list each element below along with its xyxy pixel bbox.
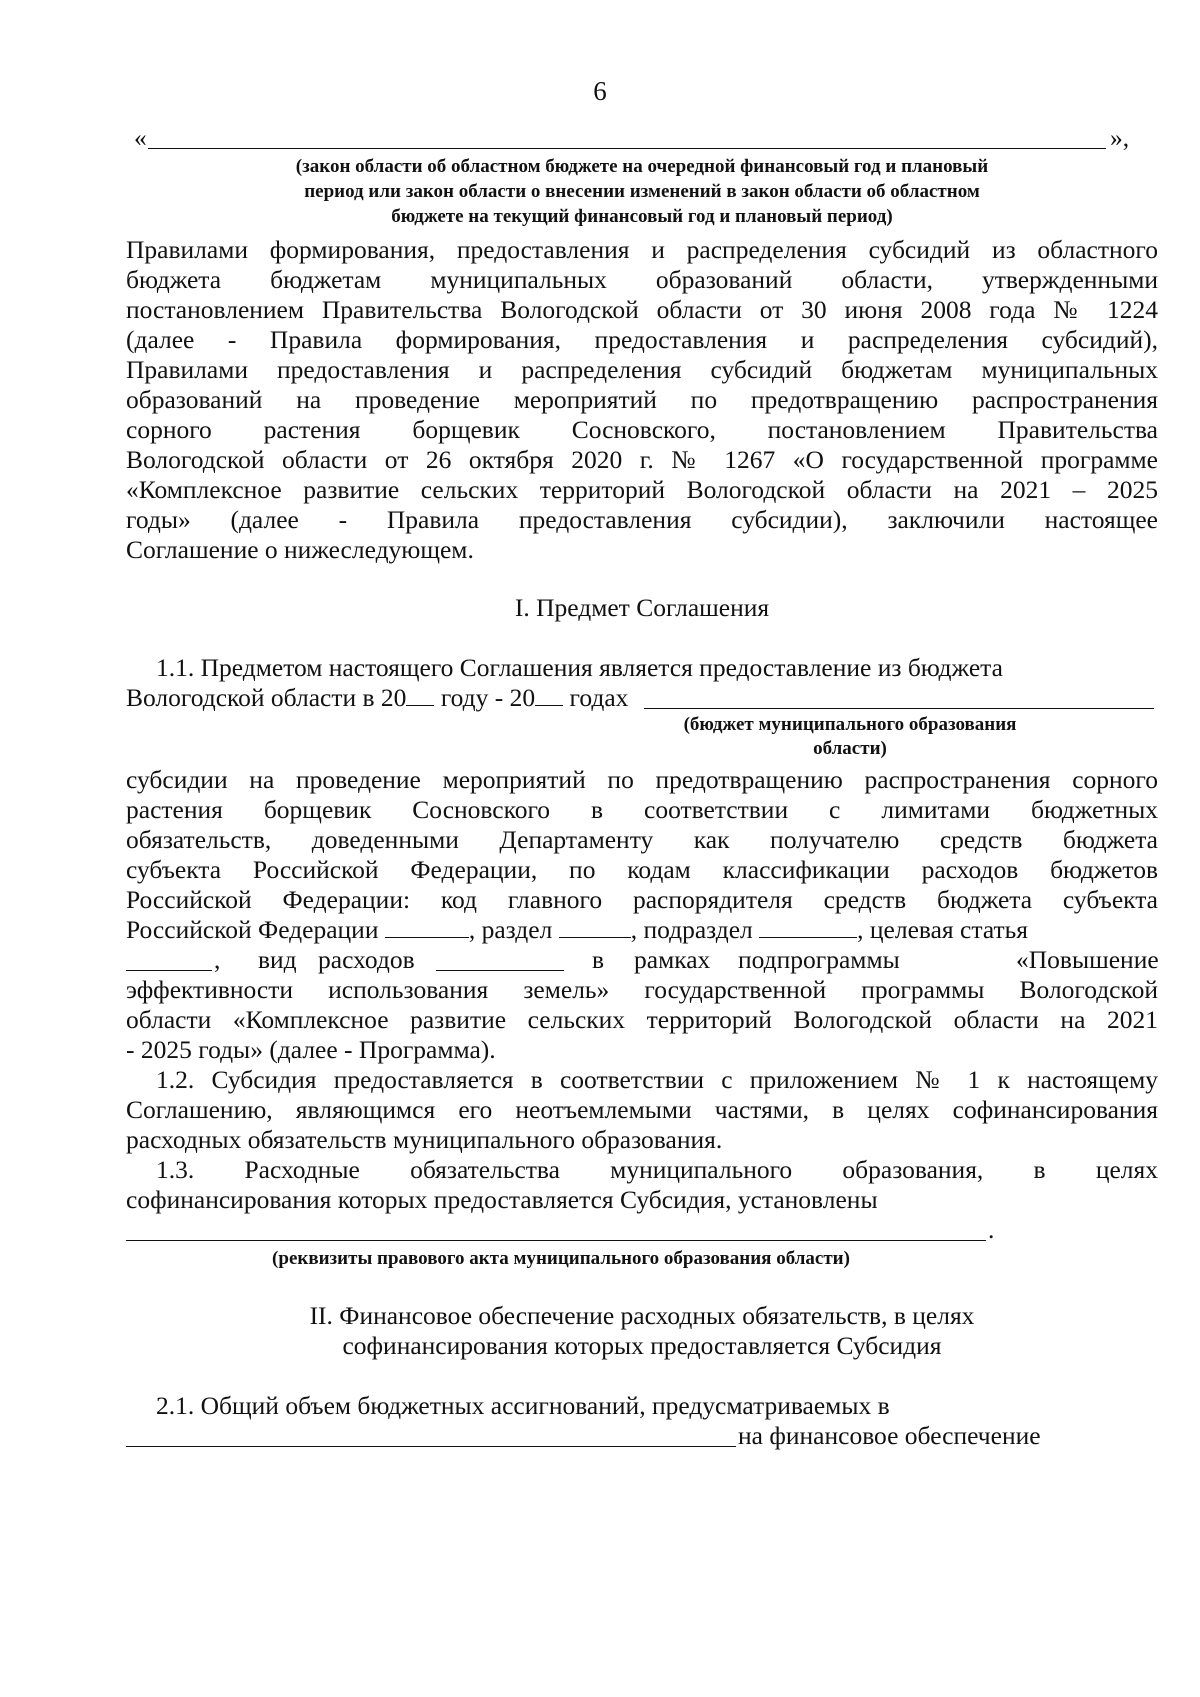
close-quote: », — [1110, 123, 1130, 152]
vid-word: вид — [258, 945, 297, 974]
intro-line: (далее - Правила формирования, предоставления и распределения субсидий), — [126, 325, 1158, 354]
p11-tail-line: - 2025 годы» (далее - Программа). — [126, 1035, 496, 1064]
p11-body-line: растения борщевик Сосновского в соответствии с лимитами бюджетных — [126, 795, 1158, 824]
page-number: 6 — [593, 76, 607, 106]
intro-line: образований на проведение мероприятий по предотвращению распространения — [126, 385, 1158, 414]
p11-body-line: субсидии на проведение мероприятий по предотвращению распространения сорного — [126, 765, 1158, 794]
vid-expenses: расходов — [318, 945, 415, 974]
p11-body-line: Российской Федерации: код главного распорядителя средств бюджета субъекта — [126, 885, 1158, 914]
section-code-blank — [559, 915, 631, 938]
intro-line: Правилами формирования, предоставления и распределения субсидий из областного — [126, 235, 1158, 264]
law-name-blank — [148, 126, 1106, 149]
law-caption-3: бюджете на текущий финансовый год и плановый период) — [391, 206, 893, 227]
p21-line-1: 2.1. Общий объем бюджетных ассигнований, предусматриваемых в — [156, 1391, 890, 1420]
section-2-title-2: софинансирования которых предоставляется Субсидия — [342, 1331, 942, 1360]
gr-code-blank — [385, 915, 469, 938]
law-caption-2: период или закон области о внесении изменений в закон области об областном — [304, 181, 980, 202]
p11-region-text: Вологодской области в 20 — [126, 683, 407, 712]
codes-line — [126, 914, 1158, 947]
year-to-blank — [535, 683, 563, 706]
p11-tail-line: области «Комплексное развитие сельских территорий Вологодской области на 2021 — [126, 1005, 1158, 1034]
p13-line-2: софинансирования которых предоставляется Субсидия, установлены — [126, 1185, 878, 1214]
p11-line-1: 1.1. Предметом настоящего Соглашения является предоставление из бюджета — [156, 653, 1003, 682]
p21-line-2-text: на финансовое обеспечение — [738, 1421, 1041, 1450]
section-2-title-1: II. Финансовое обеспечение расходных обязательств, в целях — [309, 1301, 975, 1330]
p12-line: расходных обязательств муниципального образования. — [126, 1125, 723, 1154]
p13-period: . — [988, 1215, 995, 1244]
law-caption-1: (закон области об областном бюджете на очередной финансовый год и плановый — [295, 156, 989, 177]
year-from-blank — [406, 683, 434, 706]
intro-line: бюджета бюджетам муниципальных образований области, утвержденными — [126, 265, 1158, 294]
p12-line: Соглашению, являющимся его неотъемлемыми частями, в целях софинансирования — [126, 1095, 1158, 1124]
vid-subprogram: подпрограммы — [738, 945, 900, 974]
intro-line: Правилами предоставления и распределения субсидий бюджетам муниципальных — [126, 355, 1158, 384]
intro-line: годы» (далее - Правила предоставления субсидии), заключили настоящее — [126, 505, 1158, 534]
intro-line: Вологодской области от 26 октября 2020 г. № 1267 «О государственной программе — [126, 445, 1158, 474]
codes-text-c: , подраздел — [630, 915, 753, 944]
p11-year-text: году - 20 — [434, 683, 536, 712]
intro-line: Соглашение о нижеследующем. — [126, 535, 474, 564]
p11-years-text: годах — [563, 683, 629, 712]
vid-frame: рамках — [634, 945, 711, 974]
vid-comma: , — [214, 945, 221, 974]
target-article-blank — [126, 948, 212, 971]
intro-line: постановлением Правительства Вологодской области от 30 июня 2008 года № 1224 — [126, 295, 1158, 324]
p11-caption-1: (бюджет муниципального образования — [683, 714, 1017, 735]
p11-body-line: обязательств, доведенными Департаменту как получателю средств бюджета — [126, 825, 1158, 854]
codes-text-d: , целевая статья — [857, 915, 1028, 944]
codes-text-b: , раздел — [468, 915, 553, 944]
municipal-budget-blank — [644, 686, 1154, 709]
p13-line-1: 1.3. Расходные обязательства муниципального образования, в целях — [156, 1155, 1158, 1184]
open-quote: « — [134, 123, 147, 152]
p13-caption: (реквизиты правового акта муниципального образования области) — [272, 1248, 850, 1269]
section-1-title: I. Предмет Соглашения — [514, 593, 770, 622]
vid-increase: «Повышение — [1016, 945, 1159, 974]
p11-line-2 — [126, 682, 1158, 715]
p12-line: 1.2. Субсидия предоставляется в соответствии с приложением № 1 к настоящему — [156, 1065, 1158, 1094]
p11-body-line: субъекта Российской Федерации, по кодам классификации расходов бюджетов — [126, 855, 1158, 884]
intro-line: «Комплексное развитие сельских территорий Вологодской области на 2021 – 2025 — [126, 475, 1158, 504]
vid-in: в — [592, 945, 605, 974]
law-ref-blank — [126, 1424, 736, 1447]
expense-type-blank — [436, 948, 564, 971]
legal-act-blank — [126, 1218, 986, 1241]
intro-line: сорного растения борщевик Сосновского, постановлением Правительства — [126, 415, 1158, 444]
p11-caption-2: области) — [813, 738, 887, 759]
subsection-code-blank — [759, 915, 857, 938]
p11-tail-line: эффективности использования земель» государственной программы Вологодской — [126, 975, 1158, 1004]
codes-text-a: Российской Федерации — [126, 915, 379, 944]
